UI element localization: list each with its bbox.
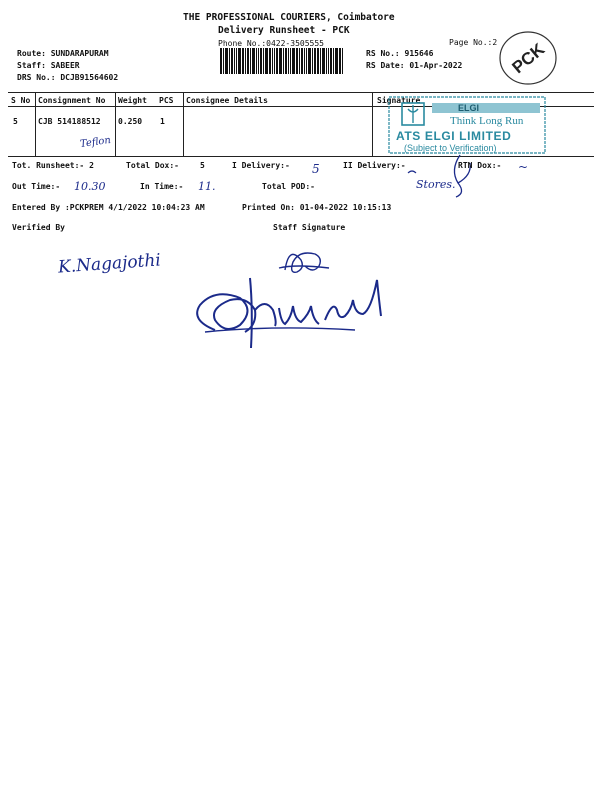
col-header-pcs: PCS bbox=[159, 96, 174, 105]
handwritten-note: Teflon bbox=[79, 134, 112, 151]
pck-stamp bbox=[495, 28, 561, 88]
row-pcs: 1 bbox=[160, 117, 165, 126]
column-divider bbox=[115, 92, 116, 156]
table-top-border bbox=[8, 92, 594, 93]
pck-stamp-text: PCK bbox=[508, 39, 549, 78]
stamp-brand: ELGI bbox=[458, 103, 480, 113]
row-sno: 5 bbox=[13, 117, 18, 126]
rs-date: RS Date: 01-Apr-2022 bbox=[366, 61, 463, 70]
entered-by: Entered By :PCKPREM 4/1/2022 10:04:23 AM bbox=[12, 203, 205, 212]
i-delivery-value: 5 bbox=[312, 162, 320, 176]
barcode bbox=[220, 48, 358, 74]
col-header-signature: Signature bbox=[377, 96, 421, 105]
col-header-weight: Weight bbox=[118, 96, 147, 105]
column-divider bbox=[183, 92, 184, 156]
table-bottom-border bbox=[8, 156, 594, 157]
staff-label: Staff: SABEER bbox=[17, 61, 80, 70]
row-consignment: CJB 514188512 bbox=[38, 117, 101, 126]
rs-number: RS No.: 915646 bbox=[366, 49, 434, 58]
out-time-label: Out Time:- bbox=[12, 182, 61, 191]
stamp-company: ATS ELGI LIMITED bbox=[396, 129, 512, 143]
document-title: Delivery Runsheet - PCK bbox=[218, 25, 350, 36]
stamp-signature-scribble bbox=[400, 145, 490, 200]
col-header-consignee: Consignee Details bbox=[186, 96, 268, 105]
stamp-tagline: Think Long Run bbox=[450, 115, 524, 127]
verifier-name-handwriting: K.Nagajothi bbox=[57, 250, 162, 278]
staff-signature-label: Staff Signature bbox=[273, 223, 346, 232]
rtn-dox-label: RTN Dox:- bbox=[458, 161, 502, 170]
phone-number: Phone No.:0422-3505555 bbox=[218, 39, 324, 48]
stores-handwriting: Stores. bbox=[416, 178, 456, 191]
large-signature bbox=[185, 270, 400, 355]
ii-delivery-label: II Delivery:- bbox=[343, 161, 406, 170]
col-header-sno: S No bbox=[11, 96, 31, 105]
printed-on: Printed On: 01-04-2022 10:15:13 bbox=[242, 203, 392, 212]
column-divider bbox=[372, 92, 373, 156]
rtn-dox-value: ~ bbox=[518, 160, 529, 174]
total-dox-label: Total Dox:- bbox=[126, 161, 179, 170]
row-weight: 0.250 bbox=[118, 117, 143, 126]
stamp-verification: (Subject to Verification) bbox=[404, 143, 497, 153]
column-divider bbox=[35, 92, 36, 156]
in-time-value: 11. bbox=[198, 180, 216, 193]
tot-runsheet: Tot. Runsheet:- 2 bbox=[12, 161, 94, 170]
drs-number: DRS No.: DCJB91564602 bbox=[17, 73, 119, 82]
total-dox-value: 5 bbox=[200, 161, 205, 170]
col-header-consignment: Consignment No bbox=[38, 96, 106, 105]
route-label: Route: SUNDARAPURAM bbox=[17, 49, 109, 58]
verified-by-label: Verified By bbox=[12, 223, 65, 232]
out-time-value: 10.30 bbox=[74, 180, 106, 193]
total-pod-label: Total POD:- bbox=[262, 182, 315, 191]
in-time-label: In Time:- bbox=[140, 182, 184, 191]
company-name: THE PROFESSIONAL COURIERS, Coimbatore bbox=[183, 12, 395, 23]
page-number: Page No.:2 bbox=[449, 38, 498, 47]
i-delivery-label: I Delivery:- bbox=[232, 161, 290, 170]
